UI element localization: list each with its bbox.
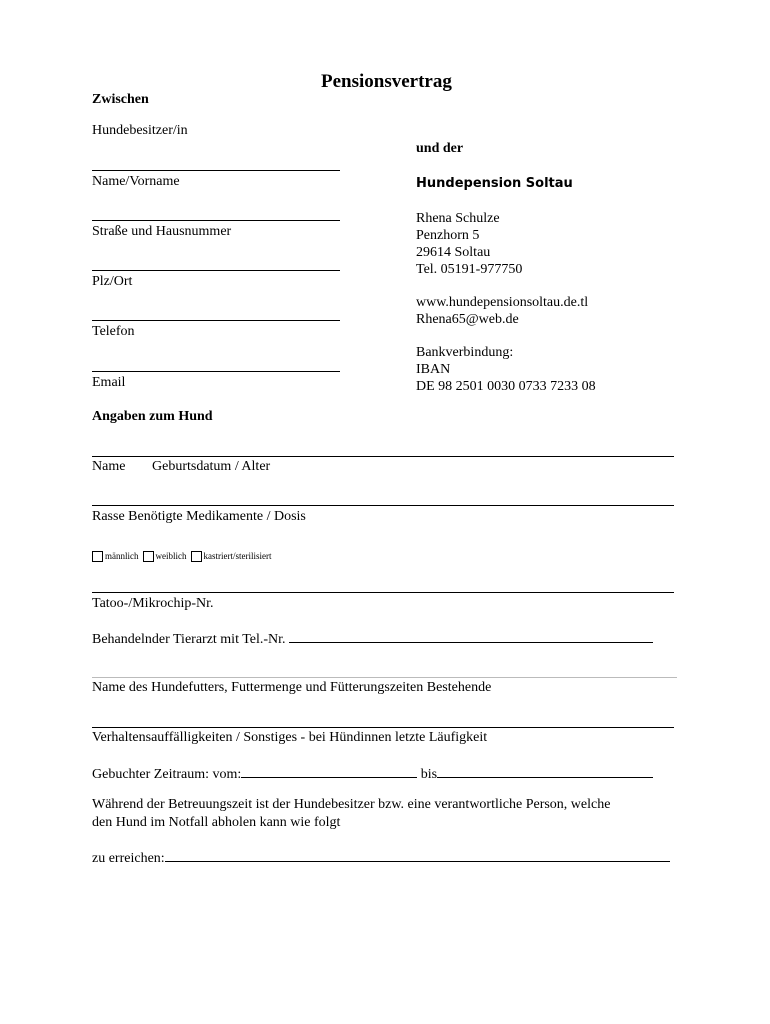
gender-option-male[interactable] [92,551,139,562]
period-to-field[interactable] [437,764,653,778]
dog-name-field[interactable] [92,456,674,457]
birth-label: Geburtsdatum / Alter [152,459,271,474]
name-label: Name/Vorname [92,174,180,189]
owner-label: Hundebesitzer/in [92,123,188,138]
reach-field[interactable] [165,848,670,862]
provider-website: www.hundepensionsoltau.de.tl [416,295,589,310]
page-title: Pensionsvertrag [321,71,452,92]
reach-row [92,848,670,867]
reach-label: zu erreichen: [92,851,165,866]
gender-option-female[interactable] [143,551,187,562]
phone-label: Telefon [92,324,135,339]
period-row [92,764,653,783]
checkbox-male[interactable] [92,551,103,562]
provider-phone: Tel. 05191-977750 [416,262,523,277]
name-field[interactable] [92,170,340,171]
behavior-field[interactable] [92,727,674,728]
provider-email: Rhena65@web.de [416,312,519,327]
zip-city-label: Plz/Ort [92,274,133,289]
emergency-text-2: den Hund im Notfall abholen kann wie folgt [92,815,341,830]
provider-city: 29614 Soltau [416,245,491,260]
street-field[interactable] [92,220,340,221]
email-label: Email [92,375,126,390]
gender-option-neutered[interactable] [191,551,272,562]
and-label: und der [416,141,464,156]
zip-city-field[interactable] [92,270,340,271]
contact-person: Rhena Schulze [416,211,500,226]
food-field[interactable] [92,677,677,678]
dog-heading: Angaben zum Hund [92,409,213,424]
period-label: Gebuchter Zeitraum: vom: [92,767,242,782]
provider-street: Penzhorn 5 [416,228,480,243]
emergency-text-1: Während der Betreuungszeit ist der Hundebesitzer bzw. eine verantwortliche Person, welche [92,797,611,812]
street-label: Straße und Hausnummer [92,224,232,239]
female-label: weiblich [155,551,187,562]
email-field[interactable] [92,371,340,372]
iban-value: DE 98 2501 0030 0733 7233 08 [416,379,596,394]
iban-label: IBAN [416,362,451,377]
dog-name-label: Name [92,459,126,474]
chip-label: Tatoo-/Mikrochip-Nr. [92,596,214,611]
pension-name: Hundepension Soltau [416,176,573,191]
checkbox-female[interactable] [143,551,154,562]
vet-label: Behandelnder Tierarzt mit Tel.-Nr. [92,632,286,647]
vet-row [92,629,653,648]
chip-field[interactable] [92,592,674,593]
male-label: männlich [105,551,139,562]
phone-field[interactable] [92,320,340,321]
checkbox-neutered[interactable] [191,551,202,562]
until-label: bis [420,767,438,782]
neutered-label: kastriert/sterilisiert [203,551,272,562]
period-from-field[interactable] [241,764,417,778]
gender-options [92,551,275,562]
breed-meds-field[interactable] [92,505,674,506]
bank-label: Bankverbindung: [416,345,514,360]
vet-field[interactable] [289,629,653,643]
food-label: Name des Hundefutters, Futtermenge und Fütterungszeiten Bestehende [92,680,492,695]
behavior-label: Verhaltensauffälligkeiten / Sonstiges - bei Hündinnen letzte Läufigkeit [92,730,488,745]
between-label: Zwischen [92,92,149,107]
breed-meds-label: Rasse Benötigte Medikamente / Dosis [92,509,306,524]
